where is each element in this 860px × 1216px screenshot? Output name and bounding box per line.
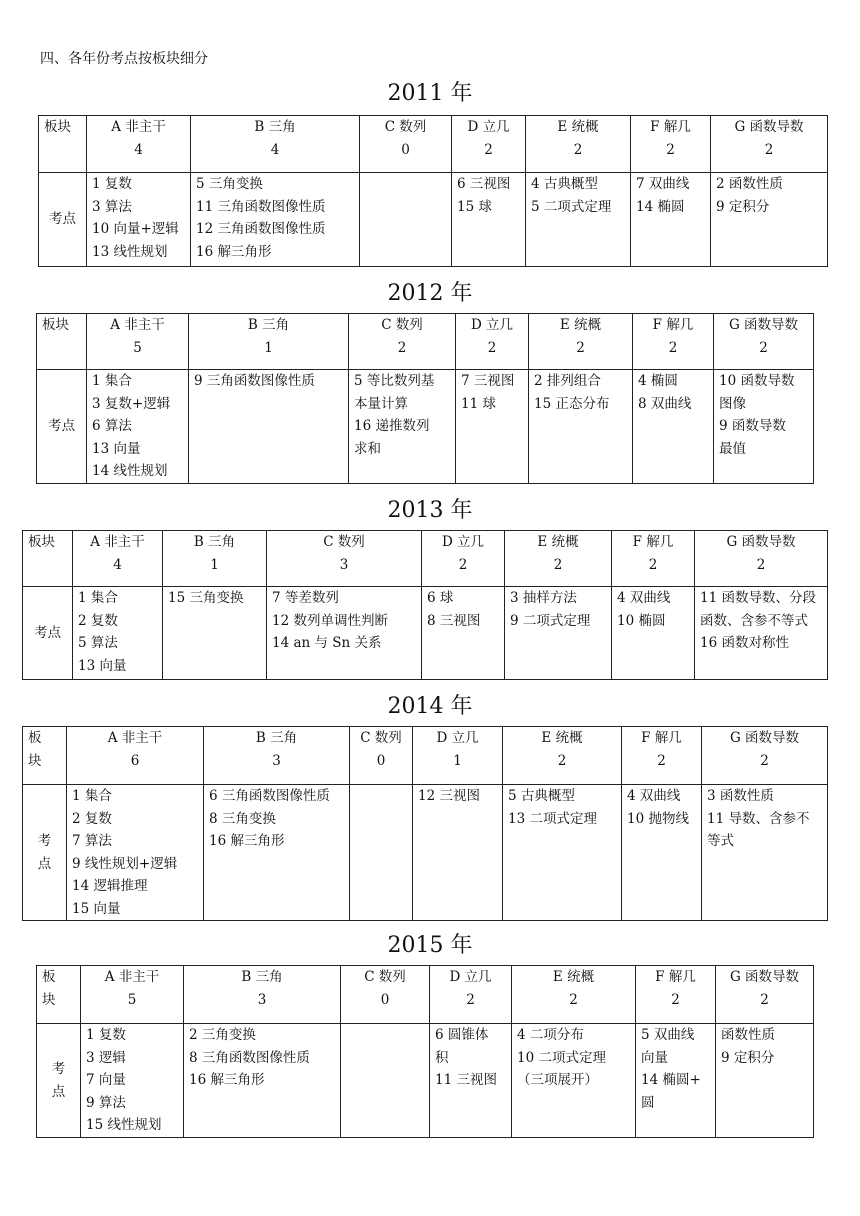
points-cell: 11 函数导数、分段 函数、含参不等式 16 函数对称性 (695, 587, 828, 680)
points-cell: 6 圆锥体 积 11 三视图 (430, 1024, 512, 1138)
block-count: 4 (270, 141, 280, 158)
header-row (23, 727, 828, 785)
block-header (714, 314, 814, 370)
block-header (350, 727, 413, 785)
block-name: F 解几 (652, 317, 694, 333)
points-cell: 4 双曲线 10 抛物线 (622, 785, 702, 921)
block-count: 1 (453, 752, 462, 769)
corner-cell: 板块 (23, 727, 67, 785)
block-header (422, 531, 505, 587)
block-count: 2 (484, 141, 493, 158)
block-header (81, 966, 184, 1024)
points-cell: 2 函数性质 9 定积分 (711, 173, 828, 267)
block-name: F 解几 (655, 969, 696, 985)
points-label: 考点 (37, 833, 52, 872)
block-name: C 数列 (384, 119, 427, 135)
block-name: D 立几 (470, 317, 514, 333)
block-count: 2 (648, 556, 658, 573)
block-count: 2 (397, 339, 407, 356)
points-row (23, 587, 828, 680)
points-cell: 函数性质 9 定积分 (716, 1024, 814, 1138)
points-cell: 1 复数 3 逻辑 7 向量 9 算法 15 线性规划 (81, 1024, 184, 1138)
points-cell: 3 抽样方法 9 二项式定理 (505, 587, 612, 680)
table-2014 (22, 726, 828, 921)
block-count: 5 (127, 991, 137, 1008)
block-count: 2 (466, 991, 475, 1008)
block-count: 0 (401, 141, 410, 158)
corner-cell: 板块 (39, 116, 87, 173)
points-cell: 6 球 8 三视图 (422, 587, 505, 680)
points-cell: 6 三视图 15 球 (452, 173, 526, 267)
block-name: G 函数导数 (729, 969, 800, 985)
block-count: 2 (458, 556, 468, 573)
corner-cell: 板块 (37, 314, 87, 370)
points-cell: 1 复数 3 算法 10 向量+逻辑 13 线性规划 (87, 173, 191, 267)
header-row (23, 531, 828, 587)
block-count: 4 (113, 556, 122, 573)
block-count: 0 (376, 752, 386, 769)
block-count: 3 (272, 752, 281, 769)
points-cell: 12 三视图 (413, 785, 503, 921)
block-name: D 立几 (436, 730, 479, 746)
block-header (452, 116, 526, 173)
block-name: B 三角 (255, 730, 298, 746)
block-header (189, 314, 349, 370)
block-header (204, 727, 350, 785)
block-name: F 解几 (650, 119, 691, 135)
block-count: 4 (134, 141, 143, 158)
corner-cell: 板块 (23, 531, 73, 587)
block-name: A 非主干 (110, 317, 165, 333)
points-row (23, 785, 828, 921)
points-cell: 7 等差数列 12 数列单调性判断 14 an 与 Sn 关系 (267, 587, 422, 680)
points-cell: 15 三角变换 (163, 587, 267, 680)
block-count: 2 (668, 339, 678, 356)
points-cell: 4 椭圆 8 双曲线 (633, 370, 714, 484)
block-count: 2 (569, 991, 578, 1008)
block-name: G 函数导数 (729, 730, 800, 746)
header-row (37, 314, 814, 370)
block-name: A 非主干 (111, 119, 166, 135)
points-cell: 5 双曲线 向量 14 椭圆+ 圆 (636, 1024, 716, 1138)
block-header (716, 966, 814, 1024)
block-name: F 解几 (641, 730, 682, 746)
points-label-cell (23, 587, 73, 680)
block-header (430, 966, 512, 1024)
table-2012 (36, 313, 814, 484)
block-header (612, 531, 695, 587)
points-cell: 2 三角变换 8 三角函数图像性质 16 解三角形 (184, 1024, 341, 1138)
block-name: G 函数导数 (726, 534, 796, 550)
block-header (505, 531, 612, 587)
block-header (184, 966, 341, 1024)
block-header (631, 116, 711, 173)
points-cell: 5 古典概型 13 二项式定理 (503, 785, 622, 921)
points-label-cell (37, 370, 87, 484)
block-header (633, 314, 714, 370)
block-header (413, 727, 503, 785)
points-cell: 7 三视图 11 球 (456, 370, 529, 484)
block-header (711, 116, 828, 173)
block-header (341, 966, 430, 1024)
block-name: B 三角 (241, 969, 283, 985)
block-count: 2 (759, 339, 768, 356)
block-count: 2 (760, 752, 769, 769)
points-cell: 4 二项分布 10 二项式定理 （三项展开） (512, 1024, 636, 1138)
block-header (87, 116, 191, 173)
block-name: E 统概 (541, 730, 583, 746)
points-cell: 4 双曲线 10 椭圆 (612, 587, 695, 680)
block-header (87, 314, 189, 370)
points-cell (350, 785, 413, 921)
points-label: 考点 (49, 211, 76, 228)
block-name: C 数列 (360, 730, 402, 746)
points-cell (341, 1024, 430, 1138)
block-name: A 非主干 (104, 969, 160, 985)
table-2011 (38, 115, 828, 267)
table-2015 (36, 965, 814, 1138)
year-title-2013: 2013 年 (387, 498, 473, 523)
block-count: 2 (756, 556, 766, 573)
year-title-2015: 2015 年 (387, 933, 473, 958)
block-header (349, 314, 456, 370)
block-name: C 数列 (364, 969, 406, 985)
points-cell: 9 三角函数图像性质 (189, 370, 349, 484)
block-name: D 立几 (467, 119, 510, 135)
block-count: 2 (553, 556, 563, 573)
points-cell: 5 等比数列基 本量计算 16 递推数列 求和 (349, 370, 456, 484)
points-cell: 3 函数性质 11 导数、含参不 等式 (702, 785, 828, 921)
block-name: E 统概 (552, 969, 595, 985)
block-count: 3 (257, 991, 267, 1008)
points-cell: 5 三角变换 11 三角函数图像性质 12 三角函数图像性质 16 解三角形 (191, 173, 360, 267)
block-count: 3 (339, 556, 349, 573)
block-name: D 立几 (441, 534, 485, 550)
block-count: 2 (764, 141, 774, 158)
block-count: 2 (671, 991, 680, 1008)
page-heading: 四、各年份考点按板块细分 (40, 51, 208, 67)
year-title-2012: 2012 年 (387, 281, 473, 306)
block-header (67, 727, 204, 785)
year-title-2011: 2011 年 (387, 81, 473, 106)
year-title-2014: 2014 年 (387, 694, 473, 719)
points-label-cell (39, 173, 87, 267)
block-header (702, 727, 828, 785)
block-header (191, 116, 360, 173)
block-name: B 三角 (193, 534, 236, 550)
points-cell: 1 集合 2 复数 7 算法 9 线性规划+逻辑 14 逻辑推理 15 向量 (67, 785, 204, 921)
points-cell (360, 173, 452, 267)
block-name: C 数列 (323, 534, 365, 550)
block-name: A 非主干 (90, 534, 145, 550)
points-cell: 1 集合 3 复数+逻辑 6 算法 13 向量 14 线性规划 (87, 370, 189, 484)
points-label-cell (37, 1024, 81, 1138)
table-2013 (22, 530, 828, 680)
block-count: 2 (557, 752, 567, 769)
block-count: 6 (130, 752, 140, 769)
points-row (37, 1024, 814, 1138)
points-label: 考点 (51, 1061, 66, 1100)
block-name: B 三角 (247, 317, 290, 333)
block-header (456, 314, 529, 370)
points-row (37, 370, 814, 484)
block-count: 2 (573, 141, 583, 158)
block-count: 2 (760, 991, 769, 1008)
block-header (360, 116, 452, 173)
header-row (39, 116, 828, 173)
points-cell: 6 三角函数图像性质 8 三角变换 16 解三角形 (204, 785, 350, 921)
points-label: 考点 (48, 418, 75, 435)
block-header (636, 966, 716, 1024)
block-header (267, 531, 422, 587)
block-name: E 统概 (559, 317, 602, 333)
block-count: 1 (264, 339, 273, 356)
block-name: G 函数导数 (728, 317, 799, 333)
corner-cell: 板块 (37, 966, 81, 1024)
block-name: D 立几 (449, 969, 492, 985)
block-count: 5 (133, 339, 142, 356)
points-row (39, 173, 828, 267)
points-label-cell (23, 785, 67, 921)
block-name: G 函数导数 (734, 119, 804, 135)
points-cell: 10 函数导数 图像 9 函数导数 最值 (714, 370, 814, 484)
block-count: 1 (210, 556, 219, 573)
block-header (622, 727, 702, 785)
block-header (526, 116, 631, 173)
block-header (529, 314, 633, 370)
block-count: 2 (487, 339, 497, 356)
block-header (512, 966, 636, 1024)
points-cell: 1 集合 2 复数 5 算法 13 向量 (73, 587, 163, 680)
block-header (73, 531, 163, 587)
points-label: 考点 (34, 624, 61, 641)
block-count: 2 (657, 752, 666, 769)
block-name: F 解几 (632, 534, 674, 550)
block-name: A 非主干 (107, 730, 163, 746)
block-count: 2 (576, 339, 585, 356)
block-count: 0 (380, 991, 390, 1008)
block-header (163, 531, 267, 587)
block-name: E 统概 (537, 534, 579, 550)
block-header (695, 531, 828, 587)
points-cell: 7 双曲线 14 椭圆 (631, 173, 711, 267)
block-name: C 数列 (381, 317, 423, 333)
block-header (503, 727, 622, 785)
block-name: B 三角 (254, 119, 296, 135)
header-row (37, 966, 814, 1024)
points-cell: 4 古典概型 5 二项式定理 (526, 173, 631, 267)
points-cell: 2 排列组合 15 正态分布 (529, 370, 633, 484)
block-name: E 统概 (557, 119, 599, 135)
block-count: 2 (666, 141, 675, 158)
